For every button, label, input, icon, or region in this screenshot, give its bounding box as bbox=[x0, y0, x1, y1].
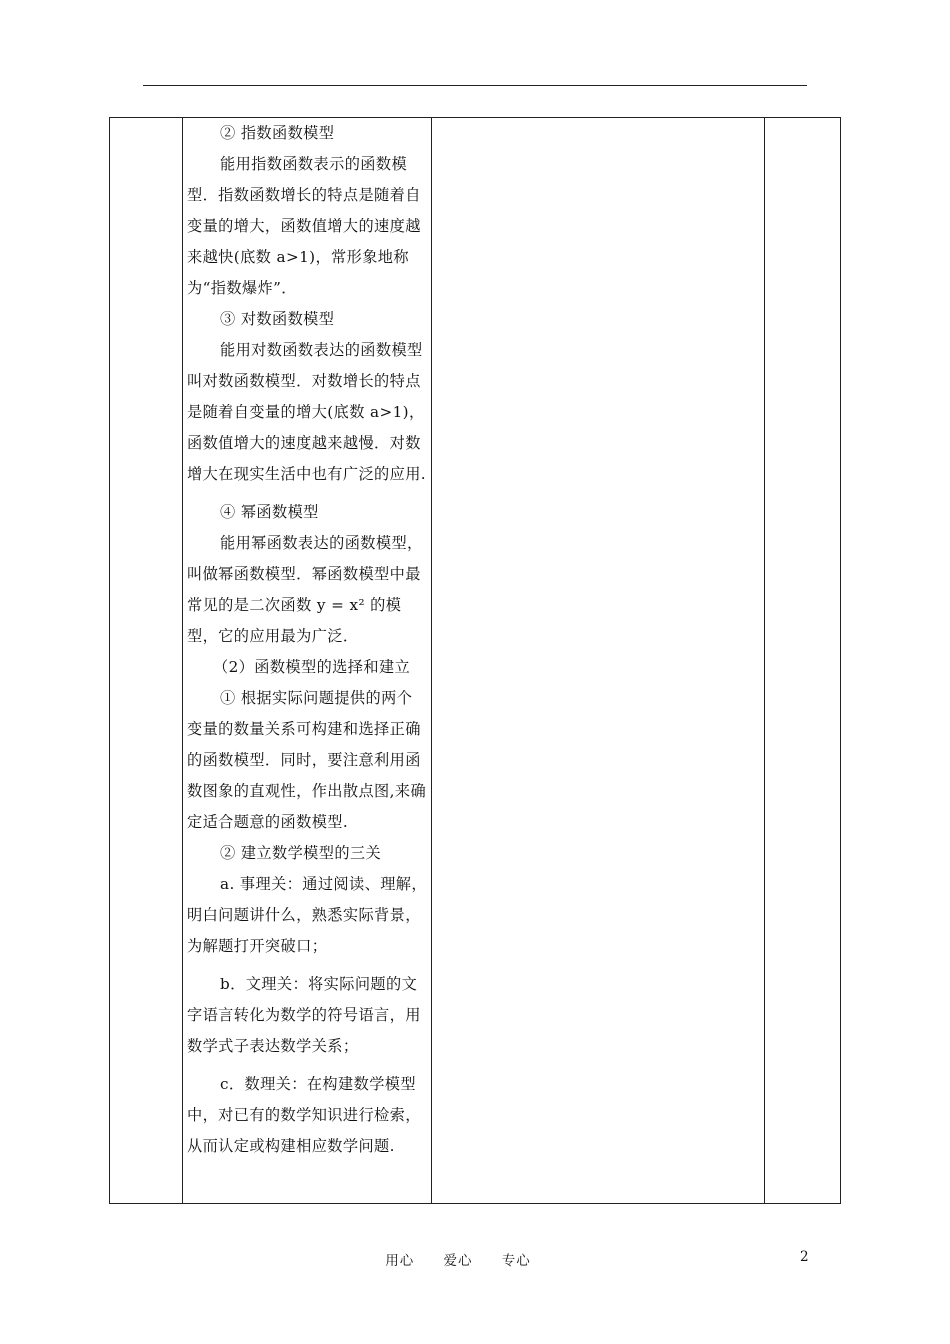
heading-log-model: ③ 对数函数模型 bbox=[220, 310, 335, 328]
paragraph-exponential-model: 能用指数函数表示的函数模型．指数函数增长的特点是随着自变量的增大，函数值增大的速度越来越快(底数 a>1)，常形象地称为“指数爆炸”． bbox=[187, 155, 421, 297]
table-column-divider bbox=[764, 118, 765, 1203]
heading-power-model: ④ 幂函数模型 bbox=[220, 503, 319, 521]
paragraph-gate-c: c．数理关：在构建数学模型中，对已有的数学知识进行检索，从而认定或构建相应数学问题. bbox=[187, 1075, 421, 1155]
page-number: 2 bbox=[800, 1249, 809, 1265]
footer-word-1: 用心 bbox=[385, 1253, 415, 1269]
paragraph-gate-a: a. 事理关：通过阅读、理解，明白问题讲什么，熟悉实际背景，为解题打开突破口； bbox=[187, 875, 427, 955]
footer-word-2: 爱心 bbox=[443, 1253, 473, 1269]
heading-exponential-model: ② 指数函数模型 bbox=[220, 124, 335, 142]
heading-model-selection: （2）函数模型的选择和建立 bbox=[213, 658, 411, 676]
footer-word-3: 专心 bbox=[501, 1253, 531, 1269]
table-column-divider bbox=[431, 118, 432, 1203]
paragraph-log-model: 能用对数函数表达的函数模型叫对数函数模型．对数增长的特点是随着自变量的增大(底数 a>1)，函数值增大的速度越来越慢．对数增大在现实生活中也有广泛的应用. bbox=[187, 341, 427, 483]
header-rule bbox=[143, 85, 807, 86]
table-cell-content bbox=[187, 118, 427, 1162]
heading-three-gates: ② 建立数学模型的三关 bbox=[220, 844, 382, 862]
table-column-divider bbox=[182, 118, 183, 1203]
paragraph-model-selection: ① 根据实际问题提供的两个变量的数量关系可构建和选择正确的函数模型．同时，要注意利用函数图象的直观性，作出散点图,来确定适合题意的函数模型. bbox=[187, 689, 427, 831]
paragraph-power-model: 能用幂函数表达的函数模型，叫做幂函数模型．幂函数模型中最常见的是二次函数 y = x² 的模型，它的应用最为广泛． bbox=[187, 534, 423, 645]
paragraph-gate-b: b．文理关：将实际问题的文字语言转化为数学的符号语言，用数学式子表达数学关系； bbox=[187, 975, 421, 1055]
